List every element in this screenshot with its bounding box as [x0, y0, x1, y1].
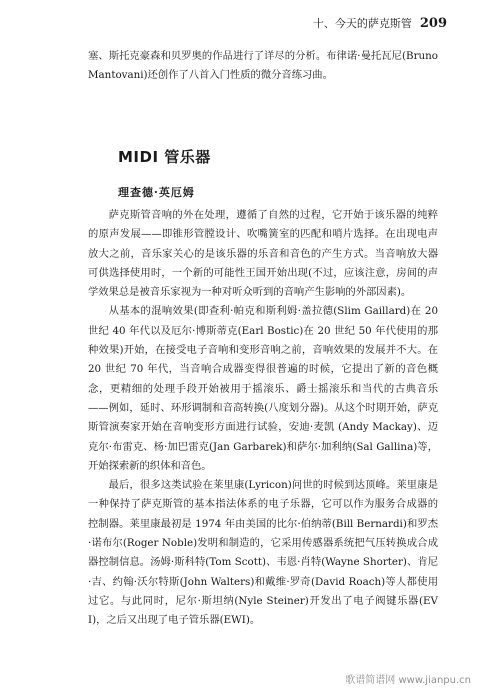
- paragraph-2: 从基本的混响效果(即查利·帕克和斯利姆·盖拉德(Slim Gaillard)在 20 世纪 40 年代以及厄尔·博斯蒂克(Earl Bostic)在 20 世纪 50 年代使用的那种效果)开始，在接受电子音响和变形音响之前，音响效果的发展并不大。在 20 世纪 70 年代，当音响合成器变得很普遍的时候，它提出了新的音色概念，更精细的处理手段开始被用于摇滚乐、爵士摇滚乐和当代的古典音乐——例如，延时、环形调制和音高转换(八度划分器)。从这个时期开始，萨克斯管演奏家开始在音响变形方面进行试验，安迪·麦凯 (Andy Mackay)、迈克尔·布雷克、杨·加巴雷克(Jan Garbarek)和萨尔·加利纳(Sal Gallina)等，开始探索新的织体和音色。: [88, 305, 438, 472]
- running-header: [313, 15, 447, 31]
- page-number: 209: [419, 16, 447, 31]
- section-title: MIDI 管乐器: [118, 148, 211, 166]
- chapter-title: 十、今天的萨克斯管: [312, 17, 412, 30]
- site-watermark: 歌谱简谱网 www.jianpu.cn: [345, 675, 471, 686]
- paragraph-3: 最后，很多这类试验在莱里康(Lyricon)问世的时候到达顶峰。莱里康是一种保持了萨克斯管的基本指法体系的电子乐器，它可以作为服务合成器的控制器。莱里康最初是 1974 年由美国的比尔·伯纳蒂(Bill Bernardi)和罗杰·诺布尔(Roger Noble)发明和制造的，它采用传感器系统把气压转换成合成器控制信息。汤姆·斯科特(Tom Scott)、韦恩·肖特(Wayne Shorter)、肯尼·吉、约翰·沃尔特斯(John Walters)和戴维·罗奇(David Roach)等人都使用过它。与此同时，尼尔·斯坦纳(Nyle Steiner)开发出了电子阀键乐器(EVI)，之后又出现了电子管乐器(EWI)。: [88, 479, 438, 627]
- paragraph-1: 萨克斯管音响的外在处理，遵循了自然的过程，它开始于该乐器的纯粹的原声发展——即锥形管膛设计、吹嘴簧室的匹配和哨片选择。在出现电声放大之前，音乐家关心的是该乐器的乐音和音色的产生方式。当音响放大器可供选择使用时，一个新的可能性王国开始出现(不过，应该注意，房间的声学效果总是被音乐家视为一种对听众听到的音响产生影响的外部因素)。: [88, 209, 438, 299]
- main-text: [88, 206, 438, 631]
- intro-text: [88, 47, 438, 86]
- intro-paragraph: 塞、斯托克豪森和贝罗奥的作品进行了详尽的分析。布律诺·曼托瓦尼(Bruno Mantovani)还创作了八首入门性质的微分音练习曲。: [88, 50, 438, 82]
- section-author: 理查德·英厄姆: [118, 186, 195, 199]
